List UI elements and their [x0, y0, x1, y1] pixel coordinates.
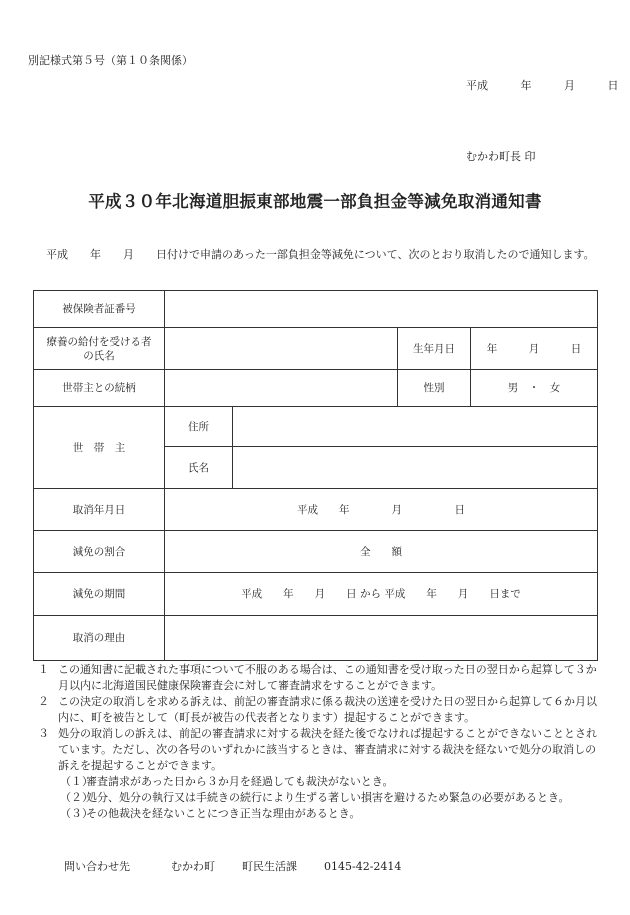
- notes-section: [38, 662, 598, 822]
- relation-field[interactable]: [165, 370, 398, 407]
- note-text: この決定の取消しを求める訴えは、前記の審査請求に係る裁決の送達を受けた日の翌日から起算して６か月以内に、町を被告として（町長が被告の代表者となります）提起することができます。: [58, 695, 597, 724]
- address-field[interactable]: [233, 407, 598, 447]
- note-item: [38, 662, 598, 694]
- table-row: [34, 531, 598, 573]
- subnote-text: 処分、処分の執行又は手続きの続行により生ずる著しい損害を避けるため緊急の必要があるとき。: [86, 791, 570, 804]
- recipient-name-field[interactable]: [165, 328, 398, 370]
- note-number: １: [38, 663, 49, 676]
- name-label: 氏名: [165, 447, 233, 489]
- gender-label: 性別: [398, 370, 471, 407]
- cancellation-details-table: [33, 290, 598, 661]
- table-row: [34, 489, 598, 531]
- birthdate-label: 生年月日: [398, 328, 471, 370]
- contact-phone: 0145-42-2414: [324, 860, 402, 873]
- table-row: [34, 291, 598, 328]
- subnote-text: その他裁決を経ないことにつき正当な理由があるとき。: [86, 807, 361, 820]
- householder-label: 世 帯 主: [34, 407, 165, 489]
- contact-label: 問い合わせ先: [64, 860, 130, 873]
- householder-name-field[interactable]: [233, 447, 598, 489]
- cancel-date-label: 取消年月日: [34, 489, 165, 531]
- reduction-period-label: 減免の期間: [34, 573, 165, 616]
- insured-number-field[interactable]: [165, 291, 598, 328]
- note-text: 処分の取消しの訴えは、前記の審査請求に対する裁決を経た後でなければ提起することができないこととされています。ただし、次の各号のいずれかに該当するときは、審査請求に対する裁決を経ないで処分の取消しの訴えを提起することができます。: [58, 727, 597, 772]
- reduction-rate-field[interactable]: 全 額: [165, 531, 598, 573]
- cancel-date-field[interactable]: 平成 年 月 日: [165, 489, 598, 531]
- subnote-number: （１）: [60, 775, 93, 788]
- intro-paragraph: 平成 年 月 日付けで申請のあった一部負担金等減免について、次のとおり取消したので通知します。: [46, 248, 595, 261]
- table-row: [34, 573, 598, 616]
- subnote-item: [38, 790, 598, 806]
- note-text: この通知書に記載された事項について不服のある場合は、この通知書を受け取った日の翌日から起算して３か月以内に北海道国民健康保険審査会に対して審査請求をすることができます。: [58, 663, 597, 692]
- contact-org: むかわ町: [171, 860, 215, 873]
- note-item: [38, 726, 598, 774]
- cancel-reason-label: 取消の理由: [34, 616, 165, 661]
- note-number: ２: [38, 695, 49, 708]
- birthdate-field[interactable]: 年 月 日: [471, 328, 598, 370]
- subnote-item: [38, 774, 598, 790]
- gender-field[interactable]: 男 ・ 女: [471, 370, 598, 407]
- contact-info: [64, 858, 401, 874]
- cancel-reason-field[interactable]: [165, 616, 598, 661]
- relation-label: 世帯主との続柄: [34, 370, 165, 407]
- recipient-name-label: 療養の給付を受ける者の氏名: [34, 328, 165, 370]
- reduction-rate-label: 減免の割合: [34, 531, 165, 573]
- table-row: [34, 407, 598, 447]
- form-number-label: 別記様式第５号（第１０条関係）: [28, 54, 193, 67]
- table-row: [34, 616, 598, 661]
- table-row: [34, 370, 598, 407]
- note-item: [38, 694, 598, 726]
- address-label: 住所: [165, 407, 233, 447]
- insured-number-label: 被保険者証番号: [34, 291, 165, 328]
- reduction-period-field[interactable]: 平成 年 月 日 から 平成 年 月 日まで: [165, 573, 598, 616]
- contact-dept: 町民生活課: [242, 860, 297, 873]
- subnote-number: （３）: [60, 807, 93, 820]
- table-row: [34, 328, 598, 370]
- issue-date-line: 平成 年 月 日: [466, 79, 619, 92]
- document-title: 平成３０年北海道胆振東部地震一部負担金等減免取消通知書: [88, 192, 542, 211]
- note-number: ３: [38, 727, 49, 740]
- subnote-item: [38, 806, 598, 822]
- issuer-signature: むかわ町長 印: [466, 150, 536, 163]
- subnote-text: 審査請求があった日から３か月を経過しても裁決がないとき。: [86, 775, 394, 788]
- subnote-number: （２）: [60, 791, 93, 804]
